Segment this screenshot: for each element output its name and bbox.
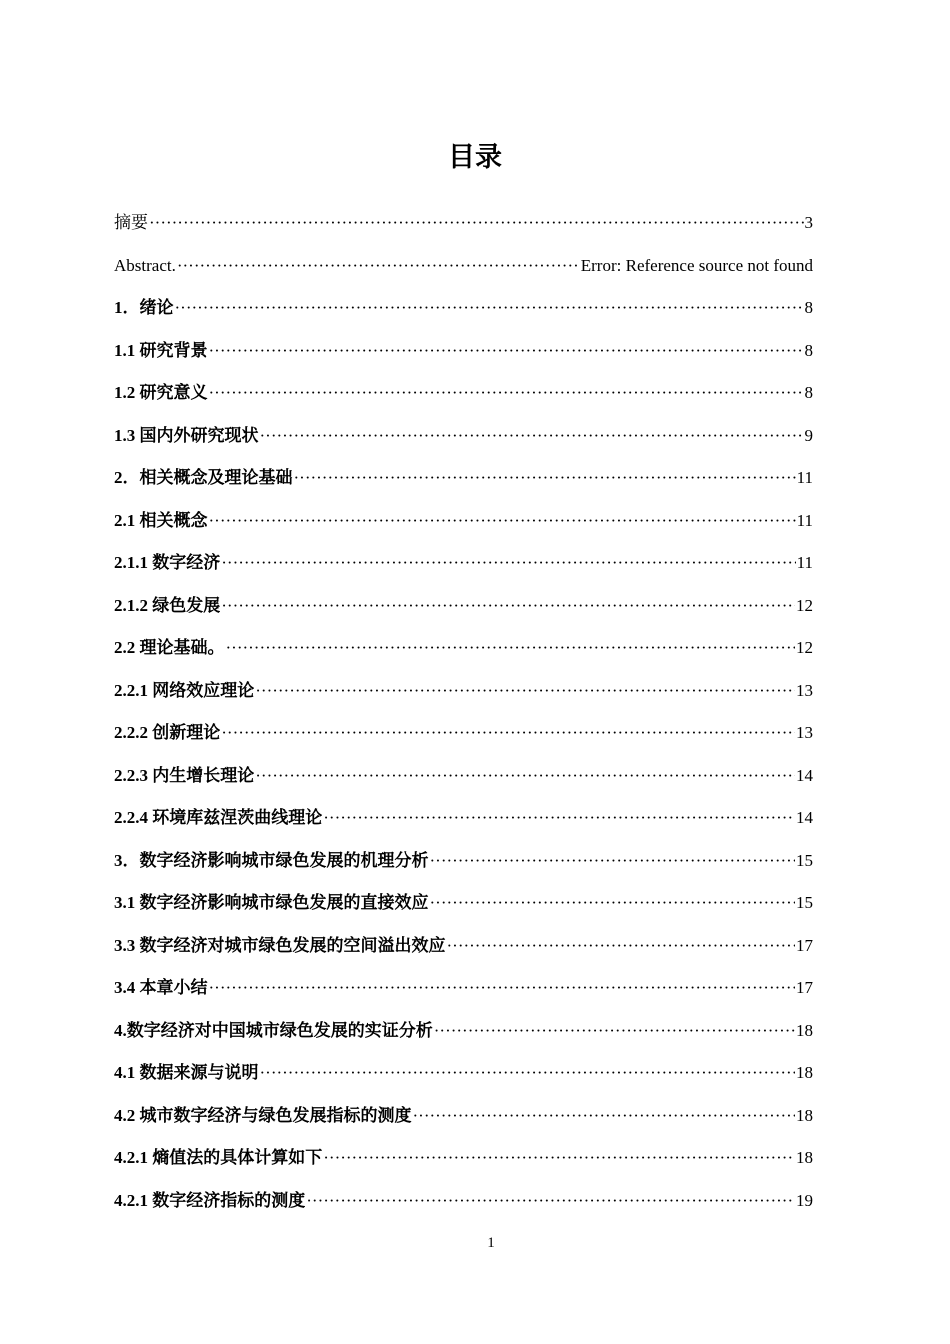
toc-dot-leader [430,840,796,883]
toc-entry-label: 2.1 相关概念 [114,510,208,530]
toc-entry-page: 18 [796,1148,813,1167]
toc-entry[interactable] [114,457,813,500]
toc-entry[interactable] [114,1095,813,1138]
page-number: 1 [487,1235,495,1251]
toc-entry-label: 2.1.2 绿色发展 [114,595,221,615]
toc-entry[interactable] [114,1010,813,1053]
page-title: 目录 [448,142,502,173]
toc-entry-page: 3 [804,213,813,232]
toc-dot-leader [226,627,796,670]
toc-dot-leader [177,245,580,288]
toc-dot-leader [221,712,795,755]
toc-entry[interactable] [114,882,813,925]
toc-entry-page: 17 [796,935,813,955]
toc-entry-page: 9 [804,425,813,445]
toc-entry-label: 4.2 城市数字经济与绿色发展指标的测度 [114,1105,412,1125]
toc-entry[interactable] [114,245,813,288]
toc-dot-leader [306,1180,795,1223]
toc-entry-label: 4.1 数据来源与说明 [114,1063,259,1082]
toc-entry-page: 19 [796,1190,813,1210]
toc-entry[interactable] [114,330,813,373]
toc-entry-label: 3.4 本章小结 [114,978,208,997]
toc-entry-label: 4.数字经济对中国城市绿色发展的实证分析 [114,1020,433,1040]
toc-entry[interactable] [114,585,813,628]
toc-entry-label: 1.1 研究背景 [114,340,208,360]
toc-entry-page: Error: Reference source not found [580,255,813,275]
toc-dot-leader [209,372,804,415]
toc-dot-leader [323,1137,795,1180]
toc-entry[interactable] [114,712,813,755]
toc-entry[interactable] [114,840,813,883]
toc-dot-leader [323,797,795,840]
toc-dot-leader [221,542,795,585]
toc-entry-label: 2.2.2 创新理论 [114,723,221,742]
toc-dot-leader [260,415,804,458]
toc-dot-leader [260,1052,796,1095]
table-of-contents [114,202,813,1222]
toc-dot-leader [149,202,804,245]
toc-entry-page: 14 [796,765,813,785]
toc-entry-label: 1.2 研究意义 [114,383,208,402]
toc-entry-label: 2.2.4 环境库兹涅茨曲线理论 [114,808,323,827]
toc-entry[interactable] [114,797,813,840]
toc-entry-label: 2．相关概念及理论基础 [114,468,293,487]
toc-entry-page: 13 [796,723,813,742]
toc-entry-page: 11 [796,510,813,530]
toc-entry-label: 4.2.1 熵值法的具体计算如下 [114,1148,323,1167]
toc-entry-label: 1.3 国内外研究现状 [114,425,259,445]
toc-entry-page: 12 [796,638,813,657]
toc-entry-page: 8 [804,340,813,360]
toc-entry-page: 12 [796,595,813,615]
toc-dot-leader [221,585,795,628]
toc-entry[interactable] [114,967,813,1010]
toc-entry-label: 3．数字经济影响城市绿色发展的机理分析 [114,850,429,870]
toc-entry-label: 4.2.1 数字经济指标的测度 [114,1190,306,1210]
toc-entry-page: 14 [796,808,813,827]
toc-entry-label: 1．绪论 [114,298,174,317]
toc-entry[interactable] [114,755,813,798]
toc-entry[interactable] [114,287,813,330]
toc-entry-page: 18 [796,1105,813,1125]
toc-entry-page: 8 [804,383,813,402]
toc-entry[interactable] [114,542,813,585]
toc-entry-page: 15 [796,893,813,912]
toc-entry-page: 13 [796,680,813,700]
toc-dot-leader [434,1010,795,1053]
toc-entry[interactable] [114,670,813,713]
toc-entry-label: 3.3 数字经济对城市绿色发展的空间溢出效应 [114,935,446,955]
toc-entry-page: 17 [796,978,813,997]
toc-entry-page: 11 [796,468,813,487]
toc-entry-label: 摘要 [114,213,148,232]
toc-entry-page: 18 [796,1063,813,1082]
toc-entry[interactable] [114,372,813,415]
toc-entry-label: 2.2.1 网络效应理论 [114,680,255,700]
toc-entry[interactable] [114,202,813,245]
toc-dot-leader [413,1095,796,1138]
toc-dot-leader [209,967,796,1010]
toc-entry[interactable] [114,1180,813,1223]
toc-entry-page: 8 [804,298,813,317]
toc-entry-page: 18 [796,1020,813,1040]
toc-dot-leader [294,457,796,500]
toc-entry-label: 3.1 数字经济影响城市绿色发展的直接效应 [114,893,429,912]
toc-dot-leader [175,287,804,330]
toc-dot-leader [209,500,796,543]
toc-entry[interactable] [114,500,813,543]
toc-dot-leader [209,330,804,373]
toc-entry[interactable] [114,1137,813,1180]
toc-entry[interactable] [114,925,813,968]
toc-entry[interactable] [114,415,813,458]
toc-dot-leader [447,925,796,968]
toc-entry-label: 2.1.1 数字经济 [114,553,221,572]
toc-entry-label: 2.2.3 内生增长理论 [114,765,255,785]
toc-entry[interactable] [114,627,813,670]
toc-entry-label: Abstract. [114,255,176,275]
toc-entry-page: 11 [796,553,813,572]
toc-dot-leader [255,670,795,713]
toc-dot-leader [430,882,796,925]
toc-entry-label: 2.2 理论基础。 [114,638,225,657]
toc-entry[interactable] [114,1052,813,1095]
toc-entry-page: 15 [796,850,813,870]
toc-dot-leader [255,755,795,798]
